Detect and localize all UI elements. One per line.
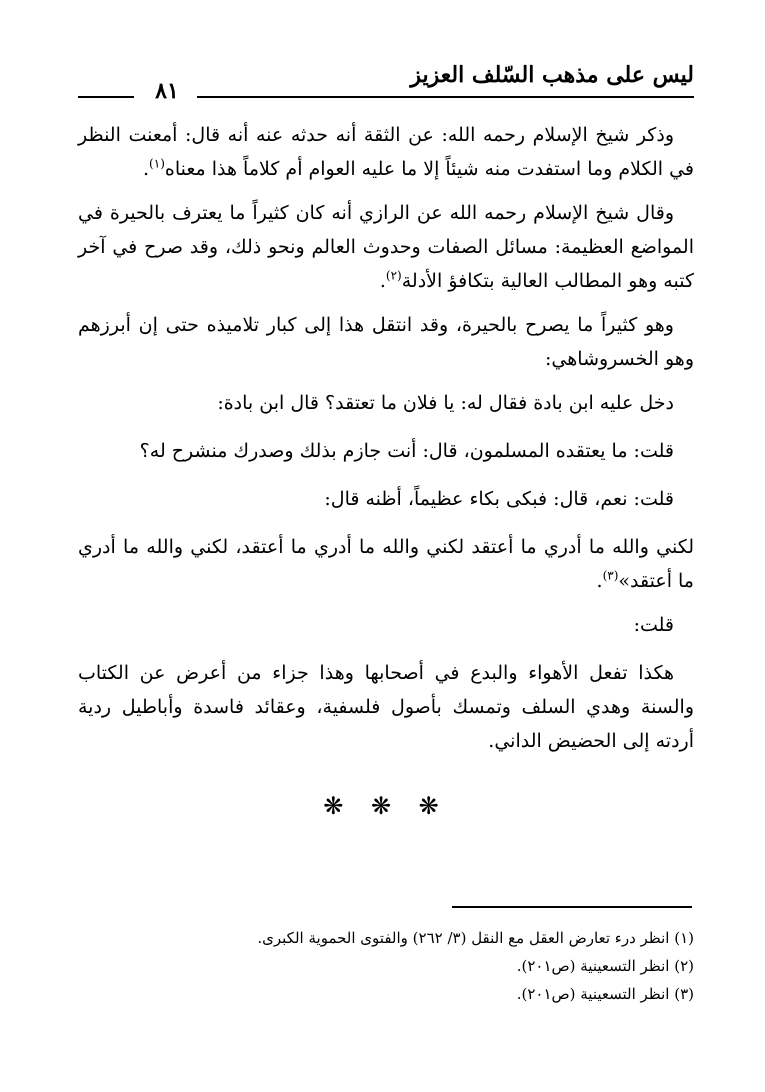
paragraph: دخل عليه ابن بادة فقال له: يا فلان ما تعتقد؟ قال ابن بادة: bbox=[217, 392, 674, 414]
running-title: ليس على مذهب السّلف العزيز bbox=[410, 62, 694, 88]
paragraph: وهو كثيراً ما يصرح بالحيرة، وقد انتقل هذا إلى كبار تلاميذه حتى إن أبرزهم وهو الخسروشاهي: bbox=[78, 314, 694, 370]
page-header bbox=[78, 58, 694, 106]
paragraph: قلت: bbox=[633, 614, 674, 636]
footnote: (٣) انظر التسعينية (ص٢٠١). bbox=[516, 985, 694, 1003]
paragraph: وقال شيخ الإسلام رحمه الله عن الرازي أنه كان كثيراً ما يعترف بالحيرة في المواضع العظيمة: مسائل الصفات وحدوث العالم ونحو ذلك، وقد صرح في آخر كتبه وهو المطالب العالية بتكافؤ الأدلة$^{(٢)}$. bbox=[78, 202, 694, 292]
footnote-ref: (٣) bbox=[602, 568, 619, 583]
footnote-ref: (١) bbox=[149, 156, 165, 171]
footnote: (١) انظر درء تعارض العقل مع النقل (٣/ ٢٦٢) والفتوى الحموية الكبرى. bbox=[257, 929, 694, 947]
footnotes bbox=[78, 924, 694, 1008]
main-text bbox=[78, 118, 694, 768]
paragraph: هكذا تفعل الأهواء والبدع في أصحابها وهذا جزاء من أعرض عن الكتاب والسنة وهدي السلف وتمسك بأصول فلسفية، وعقائد فاسدة وأباطيل ردية أردته إلى الحضيض الداني. bbox=[78, 662, 694, 752]
header-rule-right bbox=[197, 96, 694, 98]
paragraph: قلت: ما يعتقده المسلمون، قال: أنت جازم بذلك وصدرك منشرح له؟ bbox=[139, 440, 674, 462]
section-separator: ❋ ❋ ❋ bbox=[323, 792, 449, 820]
footnote: (٢) انظر التسعينية (ص٢٠١). bbox=[516, 957, 694, 975]
page-number: ٨١ bbox=[155, 78, 179, 104]
footnote-rule bbox=[452, 906, 692, 908]
paragraph: وذكر شيخ الإسلام رحمه الله: عن الثقة أنه حدثه عنه أنه قال: أمعنت النظر في الكلام وما استفدت منه شيئاً إلا ما عليه العوام أم كلاماً هذا معناه$^{(١)}$. bbox=[78, 124, 694, 180]
paragraph: قلت: نعم، قال: فبكى بكاء عظيماً، أظنه قال: bbox=[324, 488, 674, 510]
paragraph: لكني والله ما أدري ما أعتقد لكني والله ما أدري ما أعتقد، لكني والله ما أدري ما أعتقد»$^{(٣)}$. bbox=[78, 536, 694, 592]
header-rule-left bbox=[78, 96, 134, 98]
footnote-ref: (٢) bbox=[385, 268, 402, 283]
